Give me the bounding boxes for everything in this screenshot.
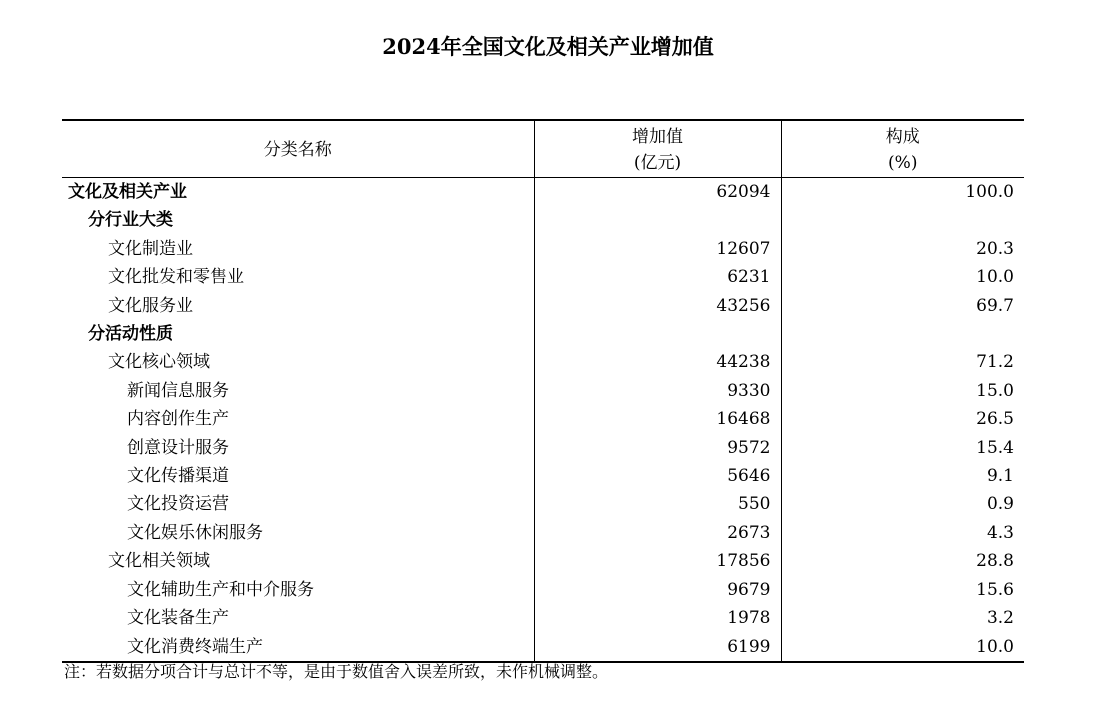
row-value: 2673 (534, 519, 781, 547)
row-name: 创意设计服务 (127, 437, 229, 458)
header-share (781, 120, 1024, 178)
table-row (62, 348, 1024, 376)
row-name: 文化制造业 (108, 238, 193, 259)
table-body (62, 178, 1024, 662)
row-share: 15.4 (781, 434, 1024, 462)
row-value: 9330 (534, 377, 781, 405)
row-share (781, 320, 1024, 348)
row-share: 9.1 (781, 462, 1024, 490)
table-row (62, 604, 1024, 632)
header-value-label: 增加值 (632, 126, 683, 147)
header-share-label: 构成 (885, 126, 920, 147)
header-value-unit: (亿元) (633, 152, 682, 173)
row-value: 6199 (534, 633, 781, 662)
row-value: 44238 (534, 348, 781, 376)
row-value: 6231 (534, 263, 781, 291)
table-row (62, 206, 1024, 234)
table-row (62, 576, 1024, 604)
row-name: 新闻信息服务 (127, 380, 229, 401)
row-share: 10.0 (781, 263, 1024, 291)
row-value (534, 320, 781, 348)
row-share: 4.3 (781, 519, 1024, 547)
row-name: 文化装备生产 (127, 608, 229, 629)
row-share: 15.0 (781, 377, 1024, 405)
table-row (62, 633, 1024, 662)
table-row (62, 377, 1024, 405)
row-share: 26.5 (781, 405, 1024, 433)
row-name: 文化传播渠道 (127, 466, 229, 487)
header-share-unit: (%) (888, 152, 918, 173)
header-value (534, 120, 781, 178)
table-row (62, 320, 1024, 348)
row-value: 12607 (534, 235, 781, 263)
table-row (62, 519, 1024, 547)
row-value: 16468 (534, 405, 781, 433)
row-value: 62094 (534, 178, 781, 207)
table-row (62, 292, 1024, 320)
table-row (62, 462, 1024, 490)
row-name: 文化消费终端生产 (127, 636, 263, 657)
table-row (62, 263, 1024, 291)
table-row (62, 178, 1024, 207)
row-name: 文化娱乐休闲服务 (127, 522, 263, 543)
page-title: 2024年全国文化及相关产业增加值 (382, 34, 714, 59)
row-name: 分行业大类 (88, 210, 173, 231)
row-name: 文化批发和零售业 (108, 267, 244, 288)
table-row (62, 405, 1024, 433)
data-table-container (62, 119, 1024, 663)
row-value: 17856 (534, 547, 781, 575)
row-value: 1978 (534, 604, 781, 632)
row-share: 10.0 (781, 633, 1024, 662)
row-share: 71.2 (781, 348, 1024, 376)
row-name: 分活动性质 (88, 324, 173, 345)
row-share: 28.8 (781, 547, 1024, 575)
row-value: 43256 (534, 292, 781, 320)
row-value: 9679 (534, 576, 781, 604)
table-row (62, 434, 1024, 462)
table-row (62, 547, 1024, 575)
row-name: 文化投资运营 (127, 494, 229, 515)
row-value: 9572 (534, 434, 781, 462)
row-share: 15.6 (781, 576, 1024, 604)
header-category-name: 分类名称 (62, 120, 534, 178)
row-share: 69.7 (781, 292, 1024, 320)
data-table (62, 119, 1024, 663)
row-name: 内容创作生产 (127, 409, 229, 430)
row-share: 0.9 (781, 490, 1024, 518)
row-share: 100.0 (781, 178, 1024, 207)
row-share (781, 206, 1024, 234)
row-share: 20.3 (781, 235, 1024, 263)
row-value: 550 (534, 490, 781, 518)
row-name: 文化辅助生产和中介服务 (127, 579, 314, 600)
table-header (62, 120, 1024, 178)
row-name: 文化核心领域 (108, 352, 210, 373)
table-row (62, 490, 1024, 518)
row-share: 3.2 (781, 604, 1024, 632)
table-footnote: 注：若数据分项合计与总计不等，是由于数值舍入误差所致，未作机械调整。 (64, 662, 609, 681)
table-row (62, 235, 1024, 263)
row-name: 文化相关领域 (108, 551, 210, 572)
row-value (534, 206, 781, 234)
row-name: 文化服务业 (108, 295, 193, 316)
row-value: 5646 (534, 462, 781, 490)
row-name: 文化及相关产业 (68, 182, 187, 202)
